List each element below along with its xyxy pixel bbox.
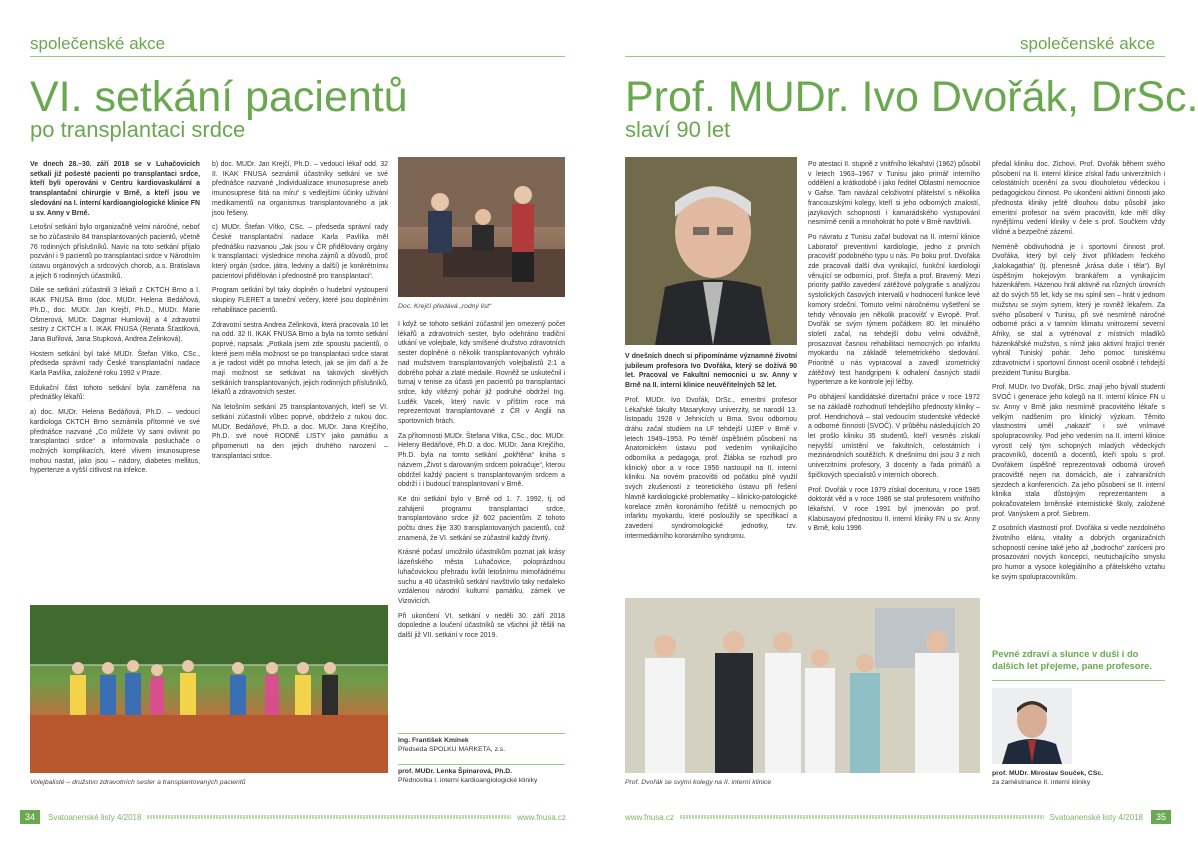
photo-certificate-handover	[398, 157, 565, 297]
paragraph: Zdravotní sestra Andrea Zelinková, která pracovala 10 let na odd. 32 II. IKAK FNUSA Brno a byla na tomto setkání poprvé, napsala: „Potkala jsem zde spoustu pacientů, o které jsem měla možnost se po transplantaci srdce starat a je radost vidět po mnoha letech, jak se jim daří a že mají možnost se setkávat na takových skvělých setkáních transplantovaných, jejich rodinných příslušníků, lékařů a zdravotních sester.	[212, 321, 388, 397]
footer-right	[625, 810, 1171, 824]
page-number-left: 34	[20, 810, 40, 824]
paragraph: Program setkání byl taky doplněn o hudební vystoupení skupiny FLERET a taneční večery, které jsou doplněním rehabilitace pacientů.	[212, 287, 388, 314]
page-number-right: 35	[1151, 810, 1171, 824]
left-column-2	[212, 160, 388, 602]
footer-url-left: www.fnusa.cz	[517, 812, 566, 822]
photo-illustration	[398, 157, 565, 297]
photo-portrait-dvorak	[625, 157, 797, 345]
section-tag-right: společenské akce	[1020, 34, 1156, 53]
signature-role-2: Přednostka I. interní kardioangiologické kliniky	[398, 777, 538, 784]
paragraph: Z osobních vlastností prof. Dvořáka si vedle nezdolného životního elánu, vitality a dobrých organizačních schopností cenine také jeho až „bodrocho“ zaníceni pro prosazování nových koncepcí, neutuchajícího smyslu pro humor a vysoce kolegiálního a přátelského vztahu ke svým spolupracovníkům.	[992, 525, 1165, 581]
photo-illustration	[625, 598, 980, 773]
article-subtitle-left: po transplantaci srdce	[30, 117, 246, 142]
section-tag-left: společenské akce	[30, 34, 166, 53]
paragraph: c) MUDr. Štefan Vítko, CSc. – předseda správní rady České transplantační nadace Karla Pavlíka měl přednášku nazvanou „Jak jsou v ČR přidělovány orgány k transplantaci: výslednice mnoha zájmů a důvodů, proč který orgán (srdce, játra, ledviny a další) je konkrétnímu pacientovi přidělován i přednostně pro transplantaci“.	[212, 224, 388, 280]
paragraph: Na letošním setkání 25 transplantovaných, kteří se VI. setkání zúčastnili vůbec poprvé, obdrželo z rukou doc. MUDr. Bedáňové, Ph.D. a doc. MUDr. Jana Krejčího, Ph.D. své nové RODNÉ LISTY jako památku a připomenutí na den jejich druhého narození – transplantaci srdce.	[212, 404, 388, 460]
paragraph: Krásné počasí umožnilo účastníkům poznat jak krásy lázeňského města Luhačovice, poloprázdnou luhačovickou přehradu kvůli letošnímu mimořádnému suchu a 40 účastníků setkání navštívilo taky nedaleko vzdálenou národní kulturní památku, zámek ve Vizovicích.	[398, 549, 565, 605]
signature-role-3: za zaměstnance II. interní kliniky	[992, 779, 1091, 786]
paragraph: Dále se setkání zúčastnili 3 lékaři z CKTCH Brno a I. IKAK FNUSA Brno (doc. MUDr. Helena Bedáňová, Ph.D., doc. MUDr. Jan Krejčí, Ph.D., MUDr. Marie Ošmerová, MUDr. Dagmar Humlová) a 4 zdravotní sestry z CKTCH a I. IKAK FNUSA (Renata Šťastková, Jana Buřilová, Jana Stupková, Andrea Zelinková).	[30, 287, 200, 343]
right-column-1	[625, 352, 797, 592]
right-column-2	[808, 160, 980, 592]
photo-illustration	[625, 157, 797, 345]
highlight-rule	[992, 680, 1165, 681]
footer-url-right: www.fnusa.cz	[625, 812, 674, 822]
paragraph: Při ukončení VI. setkání v neděli 30. září 2018 dopoledne a loučení účastníků se všichni již těšili na další již VII. setkání v roce 2019.	[398, 612, 565, 640]
footer-journal-left: Svatoanenské listy 4/2018	[48, 812, 142, 822]
paragraph: Neméně obdivuhodná je i sportovní činnost prof. Dvořáka, který byl celý život příkladem řeckého „kalokagathia“ (tj. přenesně „krása duše i těla“). Byl úspěšným hokejovým brankářem a vynikajícím házenkářem. Házenou hrál aktivně na různých úrovních až do svých 55 let, kdy se mu splnil sen – hrát v jednom mužstvu se svým synem, který je rovněž lékařem. Za svého působení v Tunisu, při své nesmírně náročné odborné práci a v tamním klimatu vnitrozemí severní Afriky, se stal a vytrénoval z místních mladíků házenkářské mužstvo, s nímž jako aktivní hrající trenér vyhrál Tuniský pohár. Jeho pomoc tuniskému zdravotnictví i sportovní činnost ocenil osobně i tehdejší prezident Tunisu Burgiba.	[992, 243, 1165, 377]
paragraph: Edukační část tohoto setkání byla zaměřena na přednášky lékařů:	[30, 384, 200, 402]
photo-caption-1: Doc. Krejčí předává „rodný list“	[398, 303, 492, 310]
footer-dots	[680, 815, 1044, 819]
article-title-right: Prof. MUDr. Ivo Dvořák, DrSc.	[625, 73, 1198, 121]
lead-paragraph: Ve dnech 28.–30. září 2018 se v Luhačovicích setkali již pošesté pacienti po transplantaci srdce, kteří byli operováni v Centru kardiovaskulární a transplantační chirurgie v Brně, a kteří jsou ve sledování na I. interní kardioangiologické klinice FN u sv. Anny v Brně.	[30, 161, 200, 217]
paragraph: Po návratu z Tunisu začal budovat na II. interní klinice Laboratoř preventivní kardiologie, jedno z prvních pracovišť podobného typu u nás. Po boku prof. Dvořáka zde pracovali další dva vynikající, funkční kardiologii věnující se odborníci, prof. Štejfa a prof. Bravený. Mezi priority patřilo zavedení zátěžové polygrafie s analýzou systolických časových intervalů v hodnocení funkce levé komory srdeční. Tomuto velmi náročnému vyšetření se tehdy věnovalo jen několik pracovišť v Evropě. Prof. Dvořák se svým týmem počátkem 80. let minulého století začal, na tehdejší dobu velmi odvážně, prosazovat časnou rehabilitaci nemocných po infarktu myokardu na základě telemetrického sledování. Prioritně u nás vypracoval a zavedl izometrický zátěžový test handgripem k odhalení časných stadií hypertenze a ke kontrole její léčby.	[808, 233, 980, 387]
paragraph: Prof. Dvořák v roce 1979 získal docenturu, v roce 1985 doktorát věd a v roce 1986 se stal profesorem vnitřního lékařství. V roce 1991 byl jmenován po prof. Klabusayovi přednostou II. interní kliniky FN u sv. Anny v Brně, kolu 1996	[808, 486, 980, 533]
paragraph: Hostem setkání byl také MUDr. Štefan Vítko, CSc., předseda správní rady České transplantační nadace Karla Pavlíka, založené roku 1992 v Praze.	[30, 350, 200, 378]
photo-illustration	[992, 688, 1072, 764]
photo-author-soucek	[992, 688, 1072, 764]
signature-name-2: prof. MUDr. Lenka Špinarová, Ph.D.	[398, 768, 513, 775]
paragraph: b) doc. MUDr. Jan Krejčí, Ph.D. – vedoucí lékař odd. 32 II. IKAK FNUSA seznámil účastníky setkání ve své přednášce nazvané „Individualizace imunosuprese aneb imunosuprese šitá na míru“ s vedlejšími účinky užívání medikamentů na organismus transplantovaného a jak jsou řešeny.	[212, 161, 388, 217]
paragraph: předal kliniku doc. Zichovi. Prof. Dvořák během svého působení na II. interní klinice získal řadu univerzitních i celostátních ocenění za svou dlouholetou vědeckou i pedagogickou činnost. Po ukončení aktivní činnosti jako přednosta kliniky ještě dlouhou dobu působil jako emeritní profesor na svém pracovišti, kde měl díky nynějšímu vedení kliniky v čele s prof. Součkem vždy vlídné a bezpečné zázemí.	[992, 161, 1165, 236]
signature-rule	[398, 733, 565, 734]
article-subtitle-right: slaví 90 let	[625, 117, 731, 142]
paragraph: Po obhájení kandidátské dizertační práce v roce 1972 se na základě rozhodnutí tehdejšího přednosty kliniky – prof. Hendrichová – stal vedoucím studentské vědecké a odborné činnosti (SVOČ). V průběhu následujících 20 let prošlo kliniku 35 studentů, kteří vesměs získali nejvyšší umístění ve fakultních, celostátních i mezinárodních soutěžích. K dnešnímu dni jsou 3 z nich univerzitními profesory, 3 docenty a řada primářů a špičkových specialistů v interních oborech.	[808, 394, 980, 479]
signature-name-1: Ing. František Kmínek	[398, 737, 469, 744]
paragraph: a) doc. MUDr. Helena Bedáňová, Ph.D. – vedoucí kardiologa CKTCH Brno seznámila přítomné ve své přednášce nazvané „Co můžete Vy sami ovlivnit po transplantaci srdce“ a informovala posluchače o možných komplikacích, které vlivem imunosuprese mohou nastat, jako jsou – nádory, diabetes mellitus, hypertenze a vyšší citlivost na infekce.	[30, 409, 200, 475]
header-rule-right	[625, 56, 1165, 57]
footer-journal-right: Svatoanenské listy 4/2018	[1049, 812, 1143, 822]
photo-clinic-colleagues	[625, 598, 980, 773]
article-title-left: VI. setkání pacientů	[30, 73, 408, 121]
header-rule-left	[30, 56, 565, 57]
photo-volleyball-team	[30, 605, 388, 773]
photo-illustration	[30, 605, 388, 773]
photo-caption-2: Volejbalisté – družstvo zdravotních sester a transplantovaných pacientů	[30, 779, 246, 786]
paragraph: Letošní setkání bylo organizačně velmi náročné, neboť se ho zúčastnilo 84 transplantovaných pacientů, včetně 76 rodinných příslušníků. Navíc na toto setkání přijalo pozvání i 9 pacientů po transplantaci srdce v Národním ústavu orgánových a srdcových chorob, a.s. Bratislava a jejich 6 rodinných účastníků.	[30, 224, 200, 280]
left-column-3	[398, 320, 565, 640]
highlight-wish: Pevné zdraví a slunce v duši i do dalších let přejeme, pane profesore.	[992, 648, 1152, 671]
right-column-3	[992, 160, 1165, 644]
lead-paragraph: V dnešních dnech si připomínáme významné životní jubileum profesora Ivo Dvořáka, který se dožívá 90 let. Pracoval ve Fakultní nemocnici u sv. Anny v Brně na II. interní klinice neuvěřitelných 52 let.	[625, 353, 797, 390]
footer-dots	[147, 815, 511, 819]
paragraph: Po atestaci II. stupně z vnitřního lékařství (1962) působil v letech 1963–1967 v Tunisu jako primář interního oddělení a krátkodobě i jako ředitel Oblastní nemocnice v Gafse. Tam navázal celoživotní přátelství s několika francouzskými kolegy, kteří si jeho odborných znalostí, jazykových schopností i kamarádského vystupování nesmírně cenili a mnohokrát ho poté v Brně navštívili.	[808, 161, 980, 227]
paragraph: Ke dni setkání bylo v Brně od 1. 7. 1992, tj. od zahájení programu transplantací srdce, transplantováno srdce již 602 pacientům. Z tohoto počtu dnes žije 330 transplantovaných pacientů, což znamená, že VI. setkání se zúčastnil každý čtvrtý.	[398, 495, 565, 542]
paragraph: Za přítomnosti MUDr. Štefana Vítka, CSc., doc. MUDr. Heleny Bedáňové, Ph.D. a doc. MUDr. Jana Krejčího, Ph.D. byla na tomto setkání „pokřtěna“ kniha s názvem „Život s darovaným srdcem pokračuje“, kterou obdržel každý pacient s transplantovaným srdcem a obdrží i i budoucí transplantovaní v Brně.	[398, 432, 565, 489]
signature-rule	[398, 764, 565, 765]
left-column-1	[30, 160, 200, 602]
paragraph: Prof. MUDr. Ivo Dvořák, DrSc. znají jeho bývalí studenti SVOČ i generace jeho kolegů na II. interní klinice FN u sv. Anny v Brně jako nesmírně pracovitého lékaře s velkým nadšením pro klinický výzkum. Těmito vlastnostmi uměl „nakazit“ i své vnímavé spolupracovníky. Pod jeho vedením na II. interní klinice vyrostl celý tým schopných mladých vědeckých pracovníků, docentů a docentů, kteří spolu s prof. Dvořákem úspěšně reprezentovali odborná úroveň pracoviště nejen na domácích, ale i zahraničních sjezdech a konferencích. Za jeho působení se II. interní klinika stala důstojným reprezentantem a pokračovatelem brněnské internistické školy, založené prof. Vanýskem a prof. Siebrem.	[992, 384, 1165, 518]
paragraph: I když se tohoto setkání zúčastnil jen omezený počet lékařů a zdravotních sester, bylo odehráno tradiční utkání ve volejbale, kdy smíšené družstvo zdravotních sester doplněné o několik transplantovaných vyhrálo nad mužstvem transplantovaných volejbalistů 2:1 a dobrého pohár a zlaté medaile. Rovněž se uskutečnil i turnaj v tenise za účasti jen pacientů po transplantaci srdce, kdy vítězný pohár již podruhé obdržel Ing. Luděk Vacek, který navíc v příštím roce má reprezentovat transplantované z ČR v Anglii na sportovních hrách.	[398, 321, 565, 426]
footer-left	[0, 810, 566, 824]
paragraph: Prof. MUDr. Ivo Dvořák, DrSc., emeritní profesor Lékařské fakulty Masarykovy univerzity, se narodil 13. listopadu 1928 v Jehnicích u Brna. Svou odbornou dráhu začal studiem na LF tehdejší UJEP v Brně v letech 1949–1953. Po téměř úspěšném působení na Anatomickém ústavu pod vedením vynikajícího odborníka a pedagoga, prof. Žlábka se rozhodl pro klinický obor a v roce 1956 nastoupil na II. interní kliniku. Na novém pracovišti od počátku plně využil svých zkušeností z teoretického ústavu při řešení hlavně kardiologické problematiky – klinicko-patologické korelace změn koronárního řečiště u nemocných po infarktu myokardu, které posloužily se specifikací a zavedení syndromologické jednotky, tzv. intermediárního koronárního syndromu.	[625, 396, 797, 540]
photo-caption-3: Prof. Dvořák se svými kolegy na II. interní klinice	[625, 779, 772, 786]
signature-role-1: Předseda SPOLKU MARKETA, z.s.	[398, 746, 506, 753]
signature-name-3: prof. MUDr. Miroslav Souček, CSc.	[992, 770, 1104, 777]
